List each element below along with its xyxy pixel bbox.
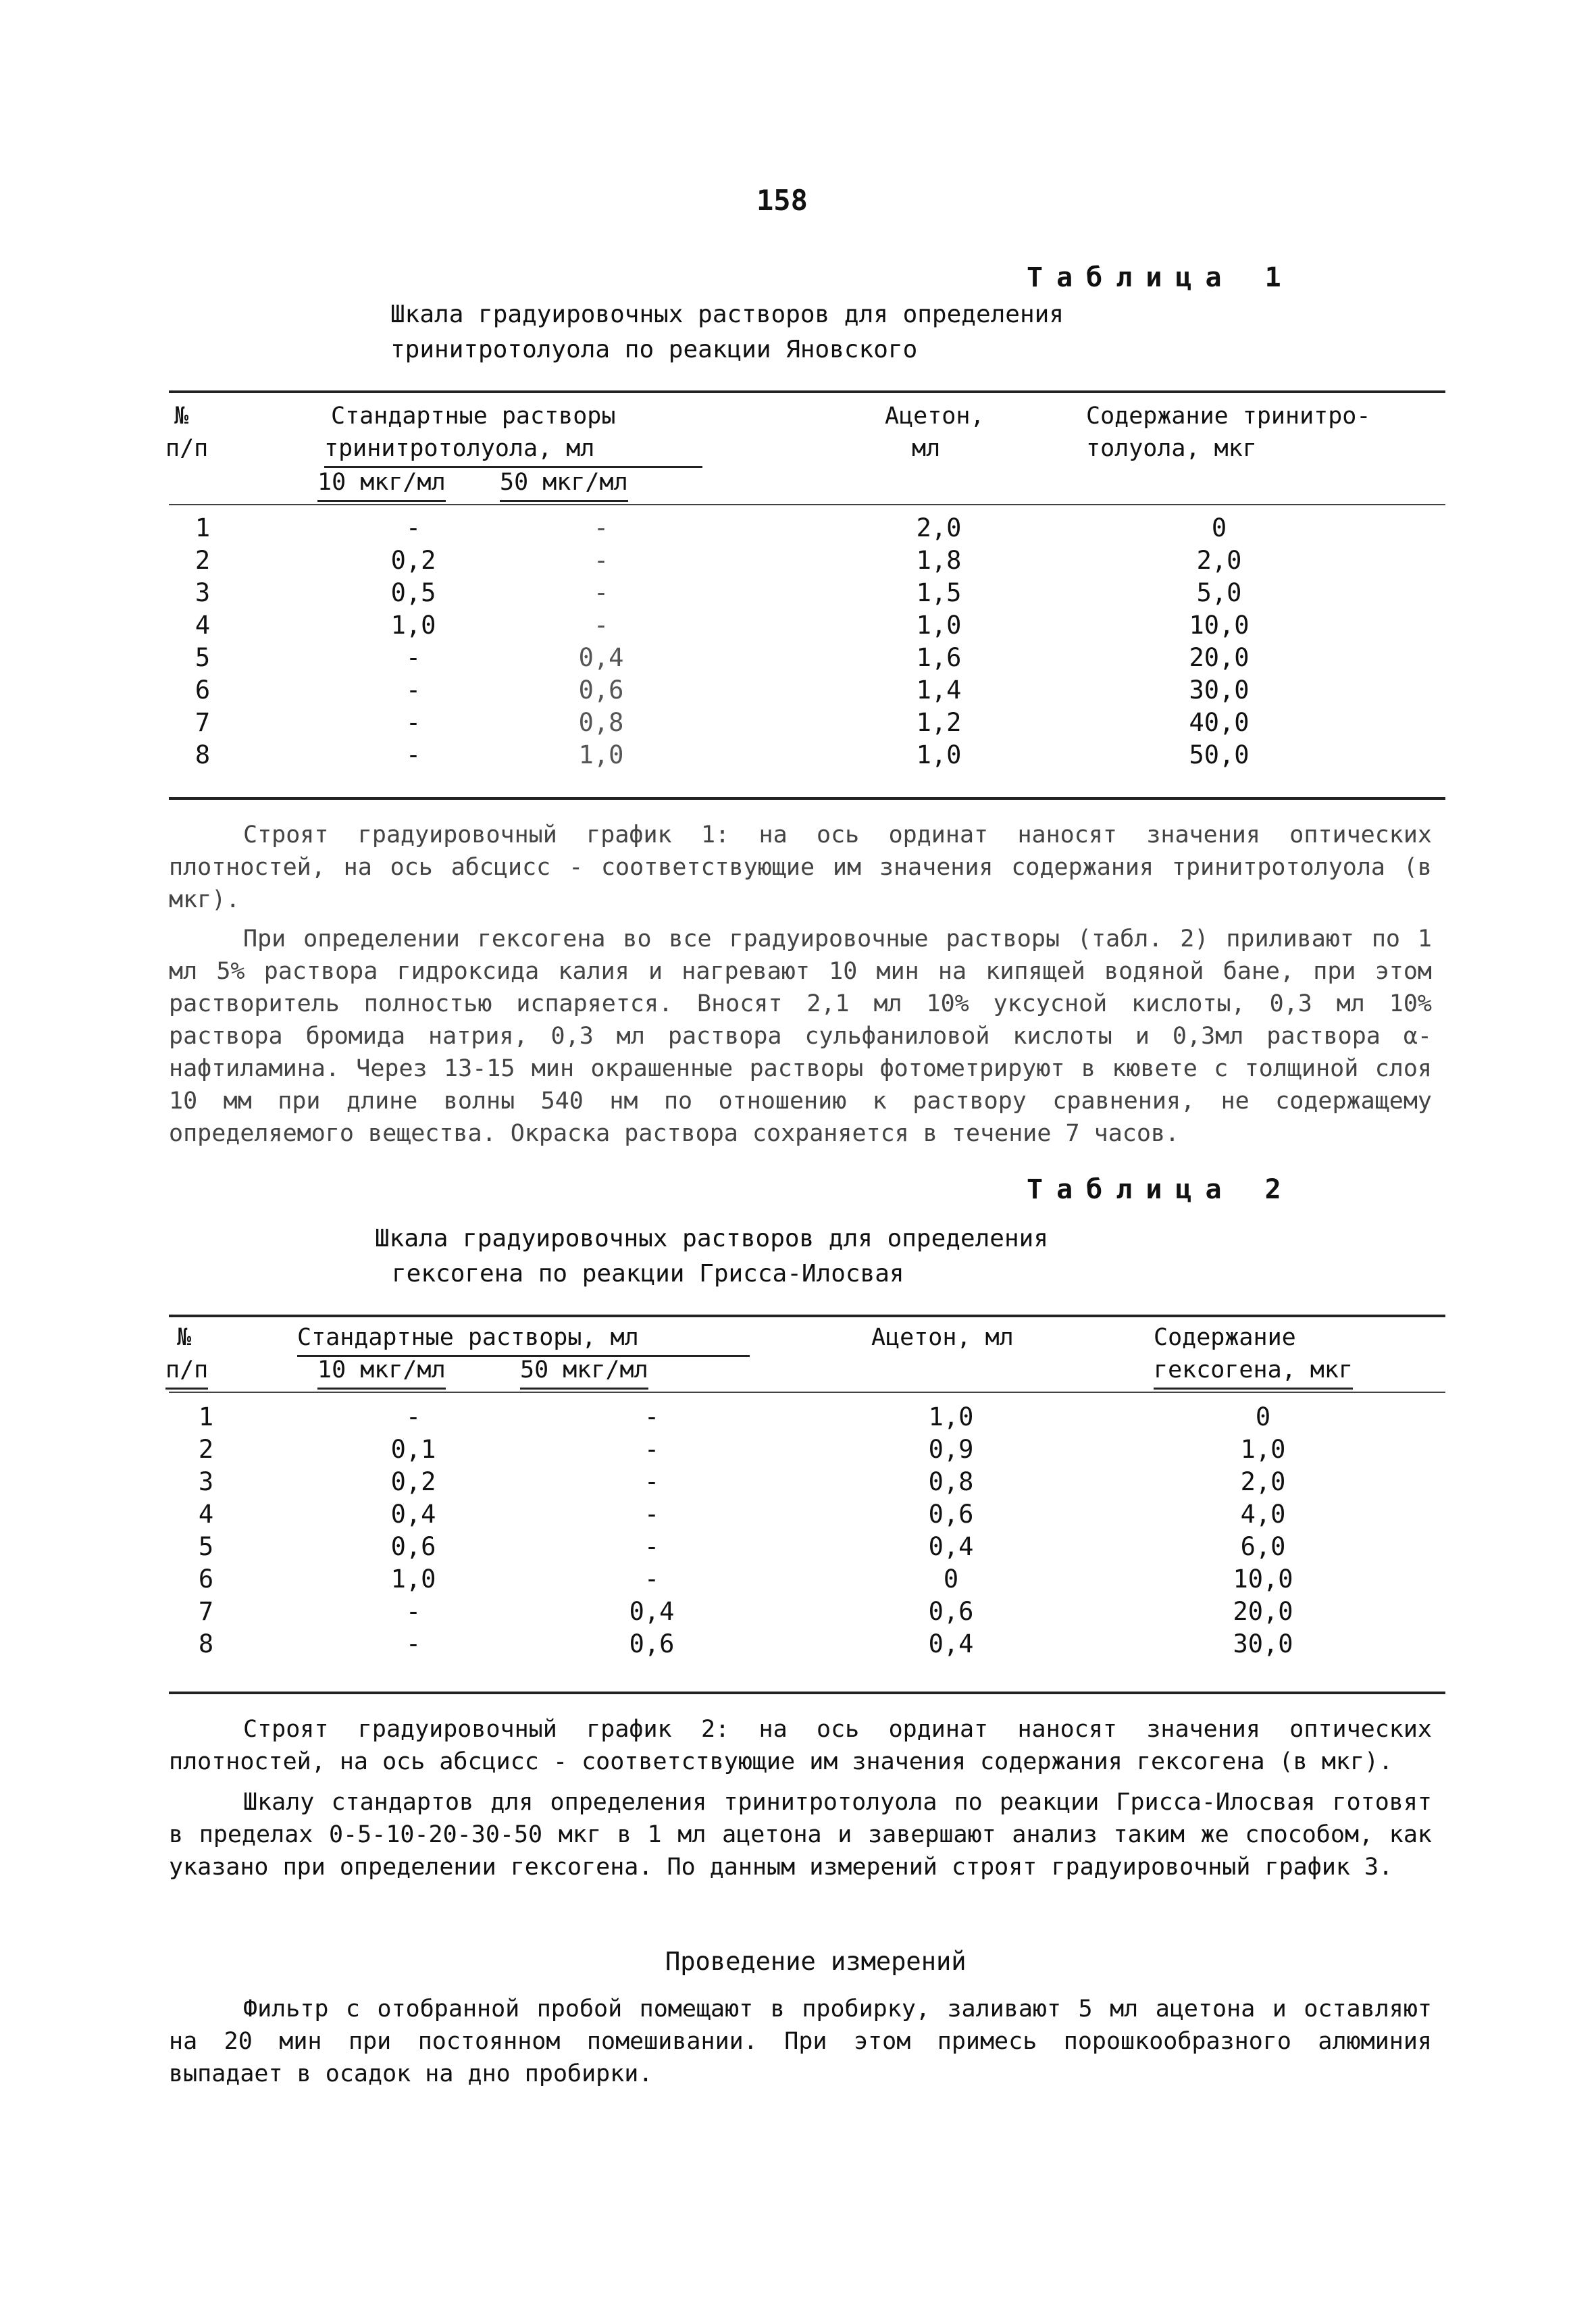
table-cell: 0,2 bbox=[390, 546, 436, 575]
table-cell: 1,0 bbox=[916, 611, 962, 640]
table-cell: 0,6 bbox=[578, 676, 624, 705]
table-cell: - bbox=[593, 611, 609, 640]
table-cell: 0,2 bbox=[390, 1467, 436, 1496]
text-block-mid bbox=[169, 819, 1432, 1150]
table-cell: 20,0 bbox=[1189, 643, 1250, 672]
table-cell: 2,0 bbox=[1196, 546, 1242, 575]
table-cell: 1,0 bbox=[1240, 1435, 1286, 1464]
table2-header-num2: п/п bbox=[165, 1354, 208, 1390]
table1-top-rule bbox=[169, 390, 1445, 393]
table-row bbox=[0, 643, 1596, 676]
table2-top-rule bbox=[169, 1315, 1445, 1317]
table2-header-col10: 10 мкг/мл bbox=[317, 1354, 446, 1390]
table-cell: 0,6 bbox=[629, 1629, 675, 1658]
table-cell: 1,0 bbox=[390, 1565, 436, 1594]
table-cell: 0,6 bbox=[928, 1500, 974, 1529]
text-block-end bbox=[169, 1713, 1432, 1883]
table-row bbox=[0, 676, 1596, 708]
table-cell: 5 bbox=[198, 1532, 214, 1561]
table-cell: - bbox=[644, 1500, 660, 1529]
table-cell: 0 bbox=[1211, 513, 1227, 542]
table-cell: 30,0 bbox=[1233, 1629, 1293, 1658]
table-row bbox=[0, 1532, 1596, 1565]
paragraph: При определении гексогена во все градуировочные растворы (табл. 2) приливают по 1 мл 5% раствора гидроксида калия и нагревают 10 мин на кипящей водяной бане, при этом растворитель полностью испаряется. Вносят 2,1 мл 10% уксусной кислоты, 0,3 мл 10% раствора бромида натрия, 0,3 мл раствора сульфаниловой кислоты и 0,3мл раствора α-нафтиламина. Через 13-15 мин окрашенные растворы фотометрируют в кювете с толщиной слоя 10 мм при длине волны 540 нм по отношению к раствору сравнения, не содержащему определяемого вещества. Окраска раствора сохраняется в течение 7 часов. bbox=[169, 925, 1432, 1147]
table-row bbox=[0, 546, 1596, 578]
table-row bbox=[0, 1629, 1596, 1662]
table-cell: - bbox=[405, 708, 421, 737]
table-cell: - bbox=[593, 513, 609, 542]
paragraph: Фильтр с отобранной пробой помещают в пробирку, заливают 5 мл ацетона и оставляют на 20 мин при постоянном помешивании. При этом примесь порошкообразного алюминия выпадает в осадок на дно пробирки. bbox=[169, 1996, 1432, 2087]
table-cell: 2,0 bbox=[916, 513, 962, 542]
table-cell: 4 bbox=[198, 1500, 214, 1529]
table-cell: 7 bbox=[195, 708, 211, 737]
table-row bbox=[0, 1435, 1596, 1467]
table1-header-content2: толуола, мкг bbox=[1086, 435, 1257, 462]
table-row bbox=[0, 578, 1596, 611]
table-cell: - bbox=[644, 1435, 660, 1464]
table1-bottom-rule bbox=[169, 797, 1445, 800]
table-cell: 0,4 bbox=[928, 1629, 974, 1658]
table-cell: 8 bbox=[195, 740, 211, 769]
table-cell: 1,0 bbox=[916, 740, 962, 769]
table2-header-std1: Стандартные растворы, мл bbox=[297, 1321, 750, 1357]
table1-header-num2: п/п bbox=[165, 435, 209, 462]
table-cell: 4 bbox=[195, 611, 211, 640]
table-cell: - bbox=[405, 643, 421, 672]
table-cell: 8 bbox=[198, 1629, 214, 1658]
table2-title-line1: Шкала градуировочных растворов для определения bbox=[375, 1225, 1048, 1252]
table-row bbox=[0, 1402, 1596, 1435]
table-cell: 3 bbox=[198, 1467, 214, 1496]
table-cell: 0,8 bbox=[928, 1467, 974, 1496]
table-cell: - bbox=[405, 513, 421, 542]
table1-header-num1: № bbox=[174, 403, 189, 430]
table-cell: - bbox=[405, 676, 421, 705]
table-cell: 5 bbox=[195, 643, 211, 672]
table-cell: 6 bbox=[198, 1565, 214, 1594]
table-row bbox=[0, 611, 1596, 643]
table-row bbox=[0, 1500, 1596, 1532]
table-row bbox=[0, 1565, 1596, 1597]
table2-title-line2: гексогена по реакции Грисса-Илосвая bbox=[392, 1260, 904, 1288]
table-cell: 1,6 bbox=[916, 643, 962, 672]
table-cell: 5,0 bbox=[1196, 578, 1242, 607]
table-cell: 1,2 bbox=[916, 708, 962, 737]
table-cell: 0 bbox=[943, 1565, 959, 1594]
page-number: 158 bbox=[756, 184, 808, 217]
table2-header-content1: Содержание bbox=[1154, 1324, 1296, 1351]
table-cell: 2 bbox=[198, 1435, 214, 1464]
table-cell: - bbox=[593, 578, 609, 607]
table-row bbox=[0, 513, 1596, 546]
table-cell: - bbox=[405, 1597, 421, 1626]
table-cell: 0,9 bbox=[928, 1435, 974, 1464]
paragraph: Строят градуировочный график 1: на ось ординат наносят значения оптических плотностей, на ось абсцисс - соответствующие им значения содержания тринитротолуола (в мкг). bbox=[169, 821, 1432, 913]
table1-title-line2: тринитротолуола по реакции Яновского bbox=[390, 336, 918, 363]
table2-header-acetone: Ацетон, мл bbox=[871, 1324, 1014, 1351]
table1-caption: Таблица 1 bbox=[1027, 262, 1295, 293]
table-cell: 4,0 bbox=[1240, 1500, 1286, 1529]
table-cell: 40,0 bbox=[1189, 708, 1250, 737]
table2-header-num1: № bbox=[177, 1324, 192, 1351]
table-cell: 2 bbox=[195, 546, 211, 575]
table-cell: 30,0 bbox=[1189, 676, 1250, 705]
table-cell: 6,0 bbox=[1240, 1532, 1286, 1561]
table-cell: 0,4 bbox=[578, 643, 624, 672]
table-cell: - bbox=[405, 740, 421, 769]
table1-title-line1: Шкала градуировочных растворов для определения bbox=[390, 301, 1064, 328]
table-row bbox=[0, 740, 1596, 773]
table-cell: 0,6 bbox=[390, 1532, 436, 1561]
table-cell: 10,0 bbox=[1233, 1565, 1293, 1594]
table-cell: 0,4 bbox=[629, 1597, 675, 1626]
table-row bbox=[0, 1597, 1596, 1629]
table-cell: - bbox=[593, 546, 609, 575]
table-cell: 1 bbox=[195, 513, 211, 542]
table-cell: 0,8 bbox=[578, 708, 624, 737]
text-block-final bbox=[169, 1993, 1432, 2090]
table1-header-acetone2: мл bbox=[912, 435, 941, 462]
table-cell: 7 bbox=[198, 1597, 214, 1626]
table-cell: 0,4 bbox=[390, 1500, 436, 1529]
table-cell: 50,0 bbox=[1189, 740, 1250, 769]
table1-header-std2: тринитротолуола, мл bbox=[324, 432, 702, 468]
table-cell: 20,0 bbox=[1233, 1597, 1293, 1626]
table-cell: 2,0 bbox=[1240, 1467, 1286, 1496]
table-cell: 1,5 bbox=[916, 578, 962, 607]
table2-header-col50: 50 мкг/мл bbox=[520, 1354, 648, 1390]
table-cell: - bbox=[405, 1402, 421, 1431]
table1-header-acetone1: Ацетон, bbox=[885, 403, 985, 430]
section-heading: Проведение измерений bbox=[665, 1947, 967, 1976]
table2-caption: Таблица 2 bbox=[1027, 1174, 1295, 1205]
table-cell: - bbox=[644, 1565, 660, 1594]
table-cell: 0 bbox=[1255, 1402, 1271, 1431]
table-row bbox=[0, 708, 1596, 740]
table2-bottom-rule bbox=[169, 1692, 1445, 1694]
paragraph: Шкалу стандартов для определения тринитротолуола по реакции Грисса-Илосвая готовят в пределах 0-5-10-20-30-50 мкг в 1 мл ацетона и завершают анализ таким же способом, как указано при определении гексогена. По данным измерений строят градуировочный график 3. bbox=[169, 1789, 1432, 1881]
table-cell: 6 bbox=[195, 676, 211, 705]
paragraph: Строят градуировочный график 2: на ось ординат наносят значения оптических плотностей, на ось абсцисс - соответствующие им значения содержания гексогена (в мкг). bbox=[169, 1716, 1432, 1775]
table1-header-std1: Стандартные растворы bbox=[331, 403, 616, 430]
table-cell: 10,0 bbox=[1189, 611, 1250, 640]
table-cell: 1,0 bbox=[578, 740, 624, 769]
table-row bbox=[0, 1467, 1596, 1500]
table-cell: 0,5 bbox=[390, 578, 436, 607]
table-cell: 1,0 bbox=[928, 1402, 974, 1431]
table1-header-col10: 10 мкг/мл bbox=[317, 466, 446, 502]
table-cell: 0,1 bbox=[390, 1435, 436, 1464]
table1-header-col50: 50 мкг/мл bbox=[500, 466, 628, 502]
table2-header-content2: гексогена, мкг bbox=[1154, 1354, 1353, 1390]
table-cell: 1,8 bbox=[916, 546, 962, 575]
table-cell: - bbox=[644, 1532, 660, 1561]
table-cell: 0,4 bbox=[928, 1532, 974, 1561]
table-cell: 1 bbox=[198, 1402, 214, 1431]
table-cell: - bbox=[405, 1629, 421, 1658]
table-cell: - bbox=[644, 1402, 660, 1431]
table-cell: 1,0 bbox=[390, 611, 436, 640]
table2-header-rule bbox=[169, 1392, 1445, 1393]
table-cell: - bbox=[644, 1467, 660, 1496]
table-cell: 0,6 bbox=[928, 1597, 974, 1626]
table1-header-content1: Содержание тринитро- bbox=[1086, 403, 1371, 430]
table-cell: 3 bbox=[195, 578, 211, 607]
table1-header-rule bbox=[169, 504, 1445, 505]
table-cell: 1,4 bbox=[916, 676, 962, 705]
